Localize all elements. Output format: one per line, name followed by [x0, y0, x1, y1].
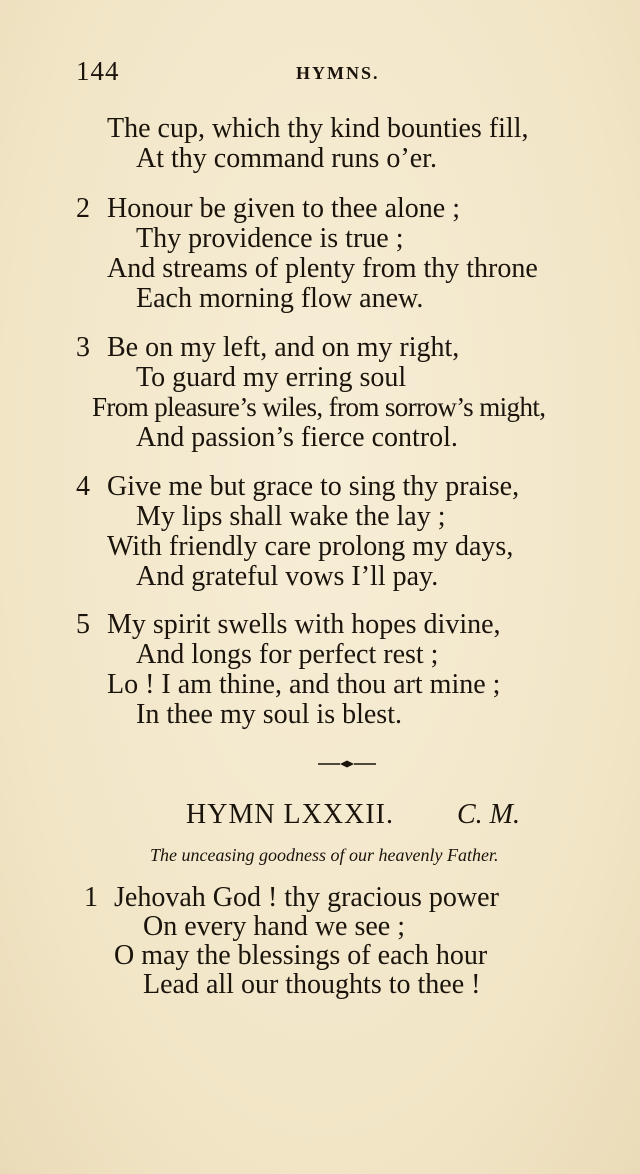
running-head: HYMNS.: [296, 63, 380, 83]
verse-line: Jehovah God ! thy gracious power: [114, 882, 499, 913]
verse-line: Each morning flow anew.: [136, 283, 424, 314]
verse-line: And passion’s fierce control.: [136, 422, 458, 453]
verse-line: My spirit swells with hopes divine,: [107, 609, 501, 640]
hymn-title: HYMN LXXXII.: [186, 799, 394, 830]
verse-line: Be on my left, and on my right,: [107, 332, 460, 363]
verse-line: Honour be given to thee alone ;: [107, 193, 461, 224]
verse-line: To guard my erring soul: [136, 362, 407, 393]
verse-line: My lips shall wake the lay ;: [136, 501, 446, 532]
verse-line: O may the blessings of each hour: [114, 940, 488, 971]
verse-line: With friendly care prolong my days,: [107, 531, 514, 562]
verse-number: 1: [84, 882, 98, 913]
verse-line: Lo ! I am thine, and thou art mine ;: [107, 669, 501, 700]
verse-line: And streams of plenty from thy throne: [107, 253, 538, 284]
verse-number: 4: [76, 471, 90, 502]
page-number: 144: [76, 56, 120, 86]
verse-line: Lead all our thoughts to thee !: [143, 969, 481, 1000]
verse-line: The cup, which thy kind bounties fill,: [107, 113, 529, 144]
hymn-subtitle: The unceasing goodness of our heavenly Father.: [150, 845, 499, 865]
verse-line: On every hand we see ;: [143, 911, 406, 942]
hymn-meter: C. M.: [457, 799, 520, 830]
verse-line: In thee my soul is blest.: [136, 699, 402, 730]
verse-line: From pleasure’s wiles, from sorrow’s might,: [92, 392, 546, 422]
verse-number: 5: [76, 609, 90, 640]
verse-line: Give me but grace to sing thy praise,: [107, 471, 520, 502]
verse-line: Thy providence is true ;: [136, 223, 404, 254]
verse-number: 3: [76, 332, 90, 363]
verse-number: 2: [76, 193, 90, 224]
verse-line: At thy command runs o’er.: [136, 143, 437, 174]
verse-line: And longs for perfect rest ;: [136, 639, 439, 670]
verse-line: And grateful vows I’ll pay.: [136, 561, 439, 592]
ornament-divider-icon: [318, 758, 376, 770]
